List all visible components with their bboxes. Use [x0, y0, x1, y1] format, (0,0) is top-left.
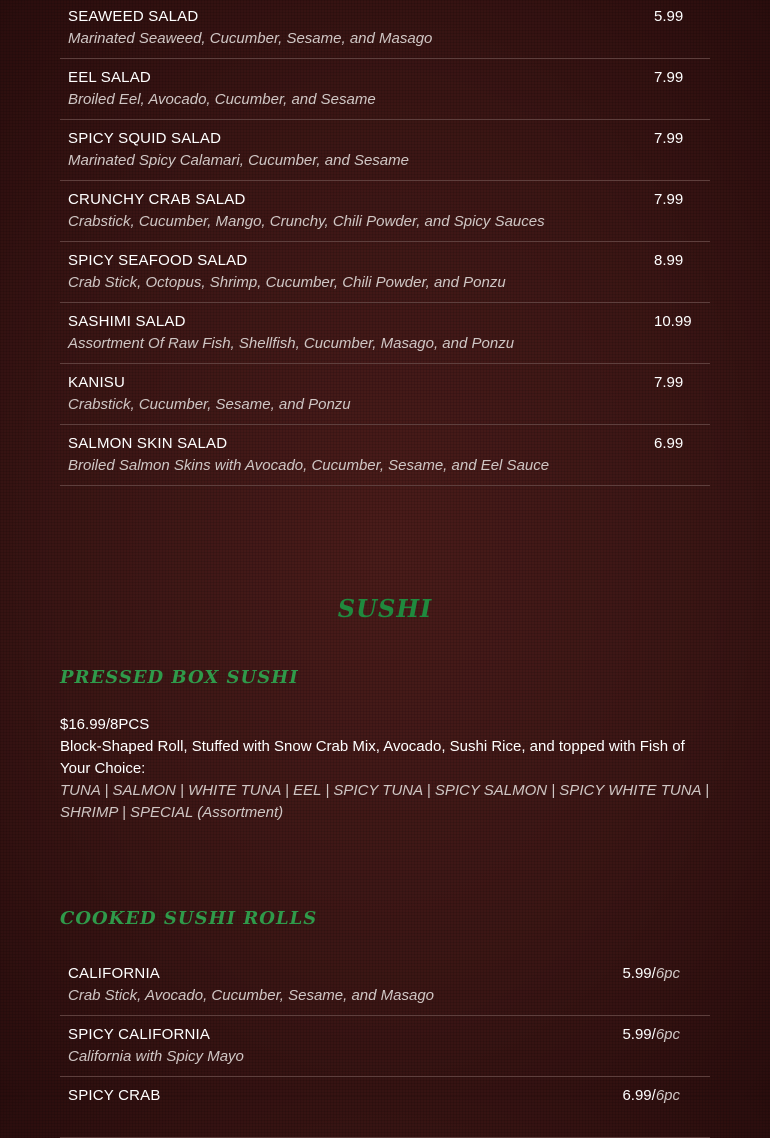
item-description: Marinated Seaweed, Cucumber, Sesame, and Masago	[68, 30, 433, 47]
menu-item	[60, 364, 710, 425]
subsection-title-cooked-rolls: COOKED SUSHI ROLLS	[60, 908, 318, 929]
menu-item	[60, 955, 710, 1016]
fish-choices: TUNA | SALMON | WHITE TUNA | EEL | SPICY TUNA | SPICY SALMON | SPICY WHITE TUNA | SHRIMP | SPECIAL (Assortment)	[60, 782, 710, 821]
item-name: SASHIMI SALAD	[68, 313, 186, 330]
menu-item	[60, 0, 710, 59]
item-price: 7.99	[654, 191, 684, 208]
menu-item	[60, 1016, 710, 1077]
price-unit: 6pc	[655, 1026, 680, 1043]
subsection-title-pressed-box: PRESSED BOX SUSHI	[60, 667, 299, 688]
item-price: 7.99	[654, 130, 684, 147]
item-name: CRUNCHY CRAB SALAD	[68, 191, 246, 208]
item-price	[622, 1087, 680, 1105]
price-value: 5.99/	[622, 1026, 656, 1043]
item-price: 5.99	[654, 8, 684, 25]
item-description: Crabstick, Cucumber, Mango, Crunchy, Chili Powder, and Spicy Sauces	[68, 213, 545, 230]
item-name: SPICY SQUID SALAD	[68, 130, 222, 147]
item-price: 8.99	[654, 252, 684, 269]
item-name: KANISU	[68, 374, 126, 391]
item-price	[622, 1026, 680, 1044]
menu-item	[60, 303, 710, 364]
salad-list	[60, 0, 710, 486]
item-name: EEL SALAD	[68, 69, 151, 86]
pressed-box-info	[60, 714, 710, 824]
item-description: California with Spicy Mayo	[68, 1048, 244, 1065]
item-price: 10.99	[654, 313, 692, 330]
cooked-rolls-list	[60, 955, 710, 1138]
item-name: SPICY SEAFOOD SALAD	[68, 252, 248, 269]
item-description: Broiled Salmon Skins with Avocado, Cucumber, Sesame, and Eel Sauce	[68, 457, 550, 474]
menu-item	[60, 120, 710, 181]
item-price: 7.99	[654, 69, 684, 86]
item-price: 6.99	[654, 435, 684, 452]
pressed-box-description: Block-Shaped Roll, Stuffed with Snow Crab Mix, Avocado, Sushi Rice, and topped with Fish of Your Choice:	[60, 738, 685, 777]
item-name: SPICY CALIFORNIA	[68, 1026, 211, 1043]
price-value: 6.99/	[622, 1087, 656, 1104]
price-unit: 6pc	[655, 1087, 680, 1104]
price-unit: 6pc	[655, 965, 680, 982]
item-description: Broiled Eel, Avocado, Cucumber, and Sesame	[68, 91, 376, 108]
menu-item	[60, 242, 710, 303]
item-description: Assortment Of Raw Fish, Shellfish, Cucumber, Masago, and Ponzu	[68, 335, 515, 352]
item-name: CALIFORNIA	[68, 965, 161, 982]
item-price	[622, 965, 680, 983]
menu-item	[60, 1077, 710, 1138]
menu-item	[60, 425, 710, 486]
section-title-sushi: SUSHI	[337, 594, 433, 623]
item-name: SALMON SKIN SALAD	[68, 435, 228, 452]
item-price: 7.99	[654, 374, 684, 391]
item-name: SEAWEED SALAD	[68, 8, 199, 25]
pressed-box-price: $16.99/8PCS	[60, 716, 150, 733]
item-description: Crab Stick, Octopus, Shrimp, Cucumber, Chili Powder, and Ponzu	[68, 274, 506, 291]
item-description: Crabstick, Cucumber, Sesame, and Ponzu	[68, 396, 351, 413]
item-name: SPICY CRAB	[68, 1087, 161, 1104]
menu-item	[60, 181, 710, 242]
item-description: Marinated Spicy Calamari, Cucumber, and Sesame	[68, 152, 409, 169]
menu-item	[60, 59, 710, 120]
price-value: 5.99/	[622, 965, 656, 982]
item-description: Crab Stick, Avocado, Cucumber, Sesame, and Masago	[68, 987, 435, 1004]
